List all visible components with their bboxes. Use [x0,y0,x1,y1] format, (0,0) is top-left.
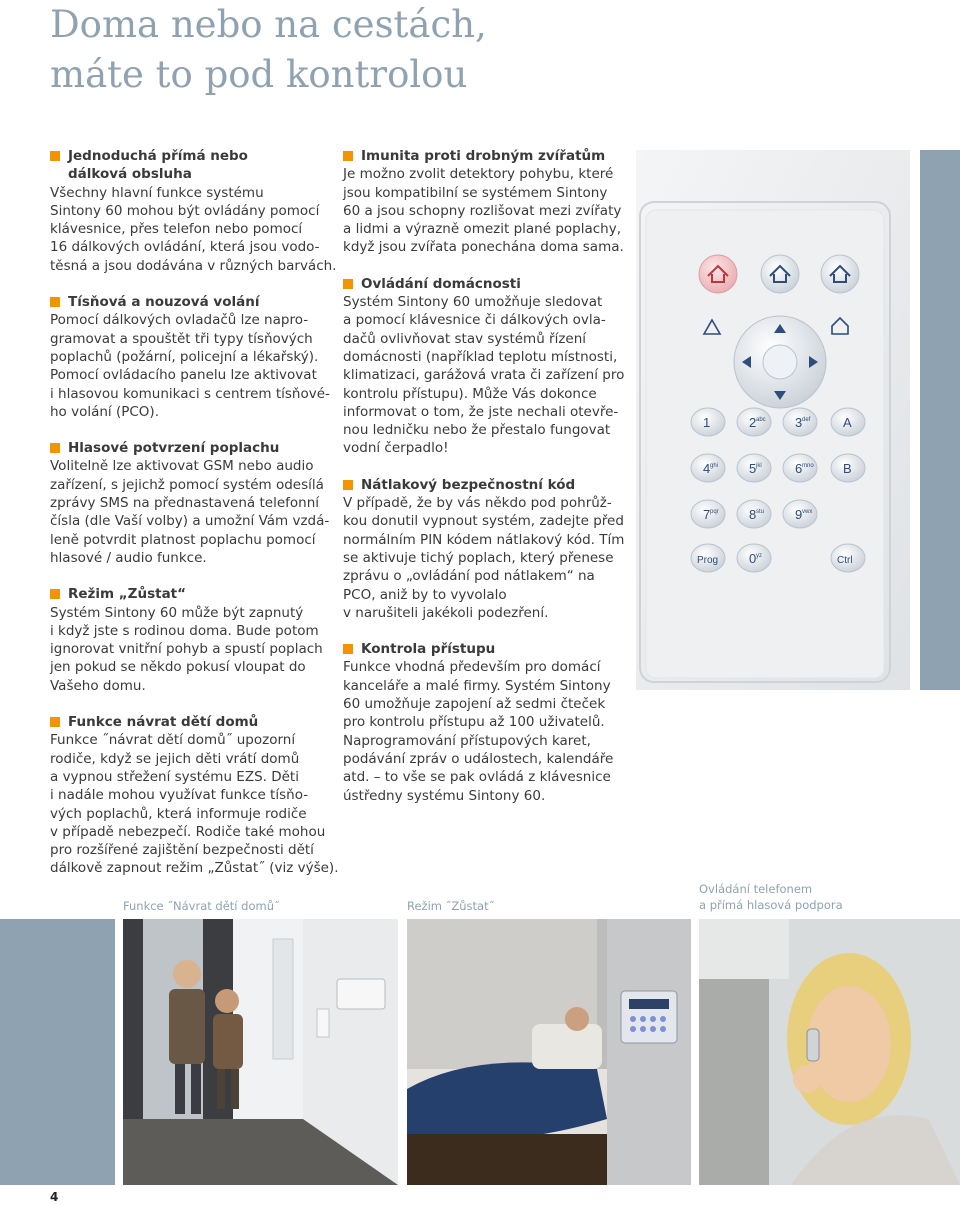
body-line: Sintony 60 mohou být ovládány pomocí [50,202,320,219]
body-line: Vašeho domu. [50,677,146,694]
photo-children-at-door [123,919,398,1185]
section-heading [343,476,633,494]
caption-children: Funkce ˝Návrat dětí domů˝ [123,899,280,913]
left-section [50,439,340,567]
body-line: normálním PIN kódem nátlakový kód. Tím [343,531,625,548]
left-section [50,147,340,275]
body-line: pro rozšířené zajištění bezpečnosti dětí [50,842,314,859]
bullet-square-icon [50,297,60,307]
keypad-key-label: 3 [795,415,803,430]
section-body [343,494,633,622]
keypad-key-label: 8 [749,507,757,522]
heading-line: Funkce návrat dětí domů [68,714,259,731]
bullet-square-icon [343,151,353,161]
heading-line: Hlasové potvrzení poplachu [68,440,280,457]
body-line: a vypnou střežení systému EZS. Děti [50,768,299,785]
body-line: klávesnice, přes telefon nebo pomocí [50,221,303,238]
body-line: Je možno zvolit detektory pohybu, které [343,166,614,183]
bullet-square-icon [343,480,353,490]
body-line: nou ledničku nebo že přestalo fungovat [343,422,611,439]
middle-text-column [343,147,633,823]
body-line: čísla (dle Vaší volby) a umožní Vám vzdá- [50,513,330,530]
left-section [50,713,340,878]
middle-section [343,476,633,622]
body-line: PCO, aniž by to vyvolalo [343,586,507,603]
keypad-key-label: 2 [749,415,757,430]
keypad-key-sublabel: jkl [756,463,762,469]
keypad-key-label: 0 [749,551,757,566]
body-line: pro kontrolu přístupu až 100 uživatelů. [343,714,605,731]
keypad-key-label: 6 [795,461,803,476]
body-line: i když jste s rodinou doma. Bude potom [50,622,319,639]
section-heading [343,275,633,293]
middle-section [343,147,633,257]
body-line: hlasové / audio funkce. [50,549,207,566]
body-line: vých poplachů, která informuje rodiče [50,805,307,822]
page-number: 4 [50,1190,59,1204]
body-line: gramovat a spouštět tři typy tísňových [50,330,313,347]
keypad-key-sublabel: def [802,417,811,423]
section-heading [50,713,340,731]
body-line: Systém Sintony 60 umožňuje sledovat [343,294,603,311]
section-body [343,658,633,804]
body-line: kou donutil vypnout systém, zadejte před [343,513,624,530]
bullet-square-icon [343,644,353,654]
keypad-key-label: 4 [703,461,711,476]
body-line: i nadále mohou využívat funkce tísňo- [50,787,309,804]
section-heading [343,147,633,165]
left-section [50,293,340,421]
body-line: Systém Sintony 60 může být zapnutý [50,604,304,621]
body-line: domácnosti (například teplotu místnosti, [343,348,618,365]
caption-stay: Režim ˝Zůstat˝ [407,899,495,913]
body-line: dačů ovlivňovat stav systémů řízení [343,330,587,347]
heading-line: Jednoduchá přímá nebo [68,148,248,164]
body-line: ho volání (PCO). [50,403,159,420]
heading-line: Ovládání domácnosti [361,275,521,292]
section-body [50,604,340,695]
keypad-key-sublabel: vwx [802,509,813,515]
body-line: Pomocí dálkových ovladačů lze napro- [50,312,309,329]
body-line: kanceláře a malé firmy. Systém Sintony [343,677,611,694]
body-line: zprávy SMS na přednastavená telefonní [50,495,320,512]
bullet-square-icon [50,151,60,161]
body-line: jsou kompatibilní se systémem Sintony [343,184,608,201]
body-line: ignorovat vnitřní pohyb a spustí poplach [50,641,323,658]
body-line: Funkce ˝návrat dětí domů˝ upozorní [50,732,296,749]
keypad-key-sublabel: mno [802,463,814,469]
section-body [50,457,340,567]
body-line: podávání zpráv o událostech, kalendáře [343,750,614,767]
bullet-square-icon [50,589,60,599]
body-line: Funkce vhodná především pro domácí [343,659,601,676]
body-line: leně potvrdit platnost poplachu pomocí [50,531,316,548]
title-line-1: Doma nebo na cestách, [50,3,487,46]
body-line: Pomocí ovládacího panelu lze aktivovat [50,367,317,384]
section-heading [343,640,633,658]
section-heading [50,147,340,184]
section-body [50,184,340,275]
body-line: i hlasovou komunikaci s centrem tísňové- [50,385,330,402]
section-heading [50,439,340,457]
body-line: Všechny hlavní funkce systému [50,184,264,201]
body-line: jen pokud se někdo pokusí vloupat do [50,659,306,676]
body-line: 60 a jsou schopny rozlišovat mezi zvířaty [343,202,622,219]
body-line: Naprogramování přístupových karet, [343,732,591,749]
body-line: v narušiteli jakékoli podezření. [343,604,549,621]
heading-line: Imunita proti drobným zvířatům [361,148,606,164]
middle-section [343,640,633,805]
body-line: zprávu o „ovládání pod nátlakem“ na [343,568,595,585]
heading-line: Nátlakový bezpečnostní kód [361,476,576,493]
body-line: atd. – to vše se pak ovládá z klávesnice [343,769,611,786]
photo-woman-on-phone [699,919,960,1185]
body-line: 60 umožňuje zapojení až sedmi čteček [343,696,606,713]
body-line: zařízení, s jejichž pomocí systém odesílá [50,476,324,493]
keypad-key-label: B [843,461,852,476]
keypad-key-label: Ctrl [837,555,853,566]
body-line: rodiče, když se jejich děti vrátí domů [50,750,300,767]
left-section [50,585,340,695]
body-line: V případě, že by vás někdo pod pohrůž- [343,495,612,512]
title-line-2: máte to pod kontrolou [50,53,468,96]
body-line: poplachů (požární, policejní a lékařský). [50,348,319,365]
body-line: ústředny systému Sintony 60. [343,787,546,804]
decorative-stripe-left [0,919,115,1185]
keypad-key-sublabel: abc [756,417,766,423]
keypad-photo [636,150,910,690]
decorative-stripe-right [920,150,960,690]
keypad-key-sublabel: ghi [710,463,719,469]
body-line: dálkově zapnout režim „Zůstat˝ (viz výše). [50,860,339,877]
page-title [50,0,487,100]
body-line: vodní čerpadlo! [343,440,449,457]
keypad-illustration [636,150,910,690]
section-body [343,293,633,458]
section-body [343,165,633,256]
section-heading [50,585,340,603]
keypad-key-label: 7 [703,507,711,522]
heading-line: Tísňová a nouzová volání [68,294,260,311]
body-line: klimatizaci, garážová vrata či zařízení pro [343,367,625,384]
body-line: Volitelně lze aktivovat GSM nebo audio [50,458,314,475]
body-line: v případě nebezpečí. Rodiče také mohou [50,823,326,840]
photo-bedroom-keypad [407,919,691,1185]
section-body [50,731,340,877]
heading-line: dálková obsluha [68,166,192,183]
section-body [50,311,340,421]
keypad-key-label: 1 [703,415,711,430]
keypad-key-label: Prog [697,555,719,566]
body-line: a lidmi a výrazně omezit plané poplachy, [343,221,621,238]
body-line: když jsou zvířata ponechána doma sama. [343,239,624,256]
body-line: 16 dálkových ovládání, která jsou vodo- [50,239,320,256]
caption-phone [699,881,843,913]
keypad-key-label: 9 [795,507,803,522]
left-text-column [50,147,340,896]
bullet-square-icon [343,279,353,289]
body-line: a pomocí klávesnice či dálkových ovla- [343,312,606,329]
bullet-square-icon [50,443,60,453]
keypad-key-label: 5 [749,461,757,476]
heading-line: Kontrola přístupu [361,641,496,658]
caption-phone-line-2: a přímá hlasová podpora [699,898,843,912]
section-heading [50,293,340,311]
body-line: těsná a jsou dodávána v různých barvách. [50,257,337,274]
body-line: informovat o tom, že jste nechali otevře- [343,403,619,420]
keypad-key-sublabel: yz [756,553,762,559]
caption-phone-line-1: Ovládání telefonem [699,882,813,896]
bullet-square-icon [50,717,60,727]
keypad-key-sublabel: pqr [710,509,719,515]
body-line: se aktivuje tichý poplach, který přenese [343,549,614,566]
body-line: kontrolu přístupu). Může Vás dokonce [343,385,597,402]
keypad-key-label: A [843,415,852,430]
middle-section [343,275,633,458]
heading-line: Režim „Zůstat“ [68,586,186,603]
keypad-key-sublabel: stu [756,509,765,515]
